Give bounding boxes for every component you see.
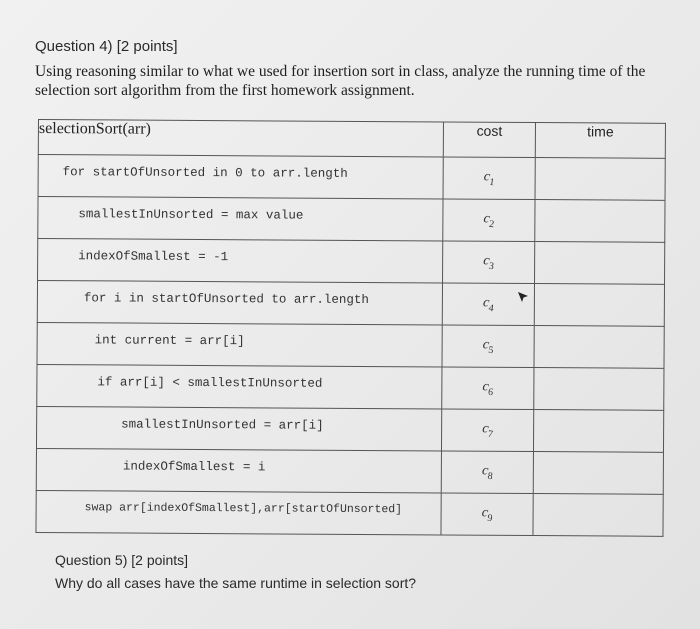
cost-subscript: 7: [486, 428, 494, 441]
cost-subscript: 1: [488, 176, 495, 189]
code-line: if arr[i] < smallestInUnsorted: [97, 375, 323, 391]
table-row: [36, 448, 663, 494]
code-line: for i in startOfUnsorted to arr.length: [83, 291, 369, 308]
selection-sort-table: [35, 119, 666, 537]
cost-cell: [443, 157, 535, 200]
table-header-row: [38, 120, 665, 159]
cost-cell: [441, 409, 533, 452]
cost-subscript: 6: [487, 386, 494, 399]
question5-title: Question 5) [2 points]: [55, 552, 189, 568]
cost-cell: [443, 241, 535, 284]
code-cell: [38, 197, 443, 241]
cost-symbol: [482, 295, 496, 314]
time-cell[interactable]: [534, 284, 664, 327]
header-time: time: [535, 123, 665, 159]
table-row: [37, 281, 664, 327]
code-line: int current = arr[i]: [94, 333, 245, 349]
table-row: [37, 322, 664, 368]
code-cell: [38, 239, 443, 283]
cost-base: c: [481, 421, 490, 437]
time-cell[interactable]: [535, 242, 665, 285]
code-line: smallestInUnsorted = arr[i]: [121, 417, 324, 433]
code-line: indexOfSmallest = i: [122, 459, 266, 475]
table-row: [36, 490, 663, 536]
cost-symbol: [481, 463, 495, 482]
cost-subscript: 3: [487, 260, 495, 273]
code-cell: [37, 364, 442, 408]
cost-base: c: [481, 295, 491, 311]
header-code: selectionSort(arr): [38, 120, 443, 157]
table-row: [38, 197, 665, 243]
mouse-cursor-icon: [516, 290, 530, 304]
code-cell: [37, 322, 442, 366]
code-line: smallestInUnsorted = max value: [78, 207, 304, 223]
cost-base: c: [482, 211, 491, 227]
cost-base: c: [480, 505, 489, 521]
time-cell[interactable]: [533, 452, 663, 495]
cost-symbol: [482, 169, 496, 188]
code-cell: [37, 281, 442, 325]
table-row: [37, 364, 664, 410]
cost-base: c: [481, 379, 490, 395]
code-line: swap arr[indexOfSmallest],arr[startOfUnsorted]: [84, 501, 403, 517]
table-row: [36, 406, 663, 452]
code-line: indexOfSmallest = -1: [78, 249, 229, 265]
table-row: [38, 239, 665, 285]
cost-cell: [441, 493, 533, 536]
time-cell[interactable]: [534, 326, 664, 369]
time-cell[interactable]: [534, 368, 664, 411]
cost-cell: [442, 367, 534, 410]
code-line: for startOfUnsorted in 0 to arr.length: [62, 165, 348, 181]
question5-body: Why do all cases have the same runtime in selection sort?: [55, 575, 417, 591]
cost-base: c: [482, 253, 491, 269]
time-cell[interactable]: [535, 200, 665, 243]
time-cell[interactable]: [533, 494, 663, 537]
code-cell: [36, 490, 441, 534]
cost-subscript: 5: [487, 344, 494, 357]
cost-cell: [441, 451, 533, 494]
cost-subscript: 9: [486, 512, 493, 525]
cost-symbol: [482, 253, 496, 272]
cost-base: c: [480, 463, 490, 479]
cost-cell: [443, 199, 535, 242]
cost-base: c: [482, 169, 492, 185]
cost-symbol: [480, 505, 494, 524]
cost-subscript: 4: [487, 302, 495, 315]
header-cost: cost: [443, 122, 535, 158]
cost-symbol: [482, 211, 496, 230]
code-cell: [38, 155, 443, 199]
cost-cell: [442, 325, 534, 368]
code-cell: [36, 448, 441, 492]
cost-subscript: 2: [488, 218, 495, 231]
cost-symbol: [481, 337, 495, 356]
time-cell[interactable]: [535, 158, 665, 201]
question4-body: Using reasoning similar to what we used for insertion sort in class, analyze the running time of the selection sort algorithm from the first homework assignment.: [35, 63, 646, 99]
time-cell[interactable]: [533, 410, 663, 453]
code-cell: [36, 406, 441, 450]
question4-title: Question 4) [2 points]: [35, 38, 178, 55]
table-row: [38, 155, 665, 201]
cost-base: c: [481, 337, 491, 353]
cost-symbol: [481, 379, 495, 398]
cost-subscript: 8: [486, 470, 494, 483]
cost-symbol: [481, 421, 495, 440]
